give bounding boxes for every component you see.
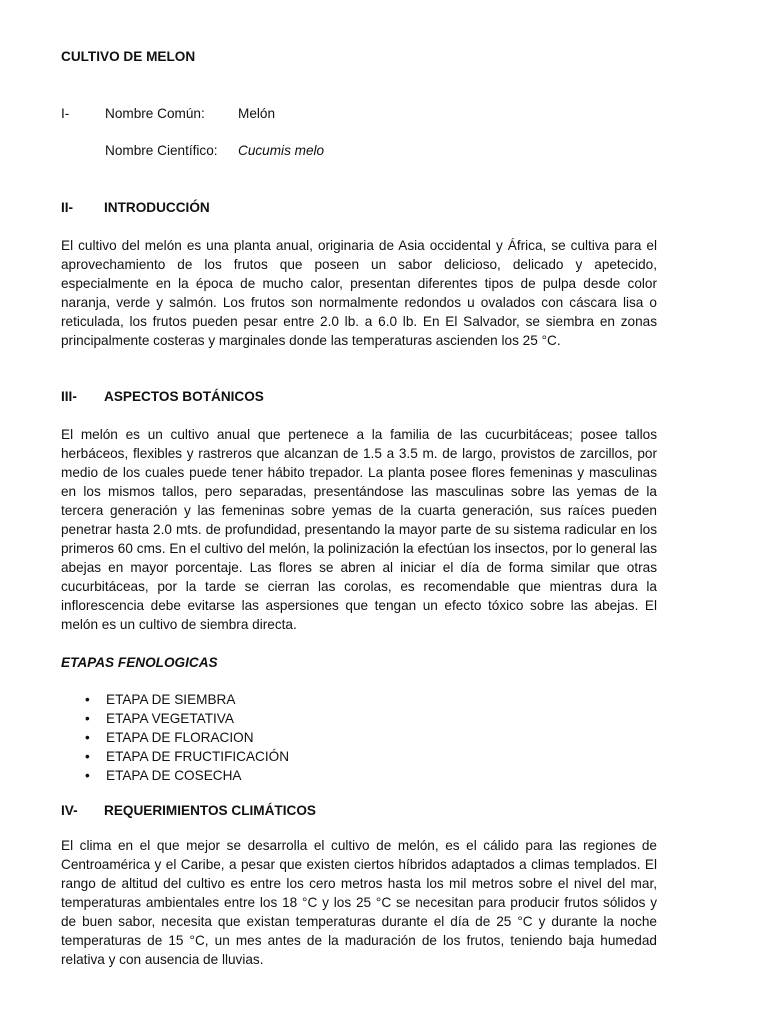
bullet-icon: • [85,711,90,726]
section-2-heading: INTRODUCCIÓN [104,200,210,215]
list-item-label: ETAPA DE SIEMBRA [106,692,236,707]
common-name-label: Nombre Común: [105,106,205,121]
bullet-icon: • [85,768,90,783]
section-4-heading: REQUERIMIENTOS CLIMÁTICOS [104,803,316,818]
bullet-icon: • [85,730,90,745]
section-4-number: IV- [61,803,78,818]
list-item [61,709,289,728]
section-1-number: I- [61,106,70,121]
botanical-paragraph: El melón es un cultivo anual que pertenece a la familia de las cucurbitáceas; posee tallos herbáceos, flexibles y rastreros que alcanzan de 1.5 a 3.5 m. de largo, provistos de zarcillos, por medio de los cuales puede tener hábito trepador. La planta posee flores femeninas y masculinas en los mismos tallos, pero separadas, presentándose las masculinas sobre las yemas de la tercera generación y las femeninas sobre yemas de la cuarta generación, sus raíces pueden penetrar hasta 2.0 mts. de profundidad, presentando la mayor parte de su sistema radicular en los primeros 60 cms. En el cultivo del melón, la polinización la efectúan los insectos, por lo general las abejas en mayor porcentaje. Las flores se abren al iniciar el día de forma similar que otras cucurbitáceas, por la tarde se cierran las corolas, es recomendable que mientras dura la inflorescencia debe evitarse las aspersiones que tengan un efecto tóxico sobre las abejas. El melón es un cultivo de siembra directa. [61,427,657,632]
list-item-label: ETAPA DE FRUCTIFICACIÓN [106,749,290,764]
list-item [61,728,289,747]
list-item-label: ETAPA DE COSECHA [106,768,242,783]
scientific-name-label: Nombre Científico: [105,143,218,158]
list-item [61,690,289,709]
introduction-paragraph: El cultivo del melón es una planta anual, originaria de Asia occidental y África, se cultiva para el aprovechamiento de los frutos que poseen un sabor delicioso, delicado y apetecido, especialmente en la época de mucho calor, presentan diferentes tipos de pulpa desde color naranja, verde y salmón. Los frutos son normalmente redondos u ovalados con cáscara lisa o reticulada, los frutos pueden pesar entre 2.0 lb. a 6.0 lb. En El Salvador, se siembra en zonas principalmente costeras y marginales donde las temperaturas ascienden los 25 °C. [61,238,657,348]
section-2-number: II- [61,200,74,215]
bullet-icon: • [85,749,90,764]
document-title: CULTIVO DE MELON [61,49,196,64]
list-item-label: ETAPA DE FLORACION [106,730,254,745]
bullet-icon: • [85,692,90,707]
section-3-heading: ASPECTOS BOTÁNICOS [104,389,264,404]
section-3-number: III- [61,389,77,404]
common-name-value: Melón [238,106,276,121]
list-item [61,747,289,766]
scientific-name-value: Cucumis melo [238,143,325,158]
climate-paragraph: El clima en el que mejor se desarrolla el cultivo de melón, es el cálido para las regiones de Centroamérica y el Caribe, a pesar que existen ciertos híbridos adaptados a climas templados. El rango de altitud del cultivo es entre los cero metros hasta los mil metros sobre el nivel del mar, temperaturas ambientales entre los 18 °C y los 25 °C se necesitan para producir frutos sólidos y de buen sabor, necesita que existan temperaturas durante el día de 25 °C y durante la noche temperaturas de 15 °C, un mes antes de la maduración de los frutos, teniendo baja humedad relativa y con ausencia de lluvias. [61,838,657,967]
phenological-stages-list [61,690,289,785]
list-item-label: ETAPA VEGETATIVA [106,711,234,726]
list-item [61,766,289,785]
phenological-stages-heading: ETAPAS FENOLOGICAS [61,655,218,670]
